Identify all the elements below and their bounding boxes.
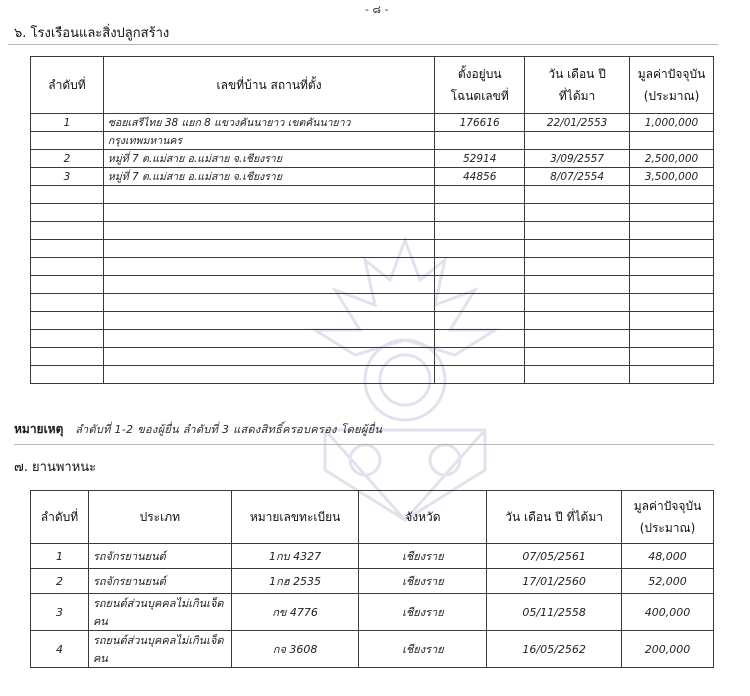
cell-address [103, 294, 434, 312]
cell-date: 22/01/2553 [525, 114, 630, 132]
cell-address [103, 186, 434, 204]
table-row [31, 631, 714, 668]
header-address: เลขที่บ้าน สถานที่ตั้ง [103, 57, 434, 114]
cell-address: หมู่ที่ 7 ต.แม่สาย อ.แม่สาย จ.เชียงราย [103, 150, 434, 168]
cell-date [525, 348, 630, 366]
cell-date [525, 186, 630, 204]
header-value-line1: มูลค่าปัจจุบัน [637, 67, 706, 81]
cell-order [31, 348, 104, 366]
cell-deed [435, 186, 525, 204]
cell-province: เชียงราย [359, 594, 487, 631]
cell-address [103, 276, 434, 294]
cell-order: 1 [31, 544, 89, 569]
cell-order [31, 186, 104, 204]
cell-order [31, 294, 104, 312]
cell-date: 3/09/2557 [525, 150, 630, 168]
cell-order [31, 132, 104, 150]
cell-date [525, 366, 630, 384]
cell-address [103, 258, 434, 276]
cell-address [103, 348, 434, 366]
vehicles-header-row [31, 491, 714, 544]
header-type: ประเภท [88, 491, 231, 544]
cell-reg: 1กฮ 2535 [231, 569, 359, 594]
table-row [31, 204, 714, 222]
table-row [31, 544, 714, 569]
header-date-line1: วัน เดือน ปี [548, 67, 606, 81]
cell-address [103, 366, 434, 384]
cell-order: 1 [31, 114, 104, 132]
cell-deed [435, 348, 525, 366]
header-order: ลำดับที่ [31, 491, 89, 544]
table-row [31, 168, 714, 186]
cell-order [31, 222, 104, 240]
cell-order: 3 [31, 594, 89, 631]
table-row [31, 150, 714, 168]
table-row [31, 366, 714, 384]
cell-value: 2,500,000 [630, 150, 714, 168]
cell-value [630, 330, 714, 348]
cell-address [103, 240, 434, 258]
cell-deed: 44856 [435, 168, 525, 186]
cell-province: เชียงราย [359, 631, 487, 668]
header-value-line2: (ประมาณ) [639, 521, 696, 535]
cell-date [525, 276, 630, 294]
cell-order [31, 366, 104, 384]
cell-value [630, 294, 714, 312]
cell-value [630, 240, 714, 258]
cell-value [630, 132, 714, 150]
cell-value: 200,000 [622, 631, 714, 668]
header-deed-line1: ตั้งอยู่บน [457, 67, 502, 81]
cell-deed [435, 222, 525, 240]
cell-reg: กข 4776 [231, 594, 359, 631]
page-number: - ๘ - [365, 3, 389, 16]
table-row [31, 258, 714, 276]
remark-text: ลำดับที่ 1-2 ของผู้ยื่น ลำดับที่ 3 แสดงสิทธิ์ครอบครอง โดยผู้ยื่น [75, 423, 383, 436]
cell-deed: 52914 [435, 150, 525, 168]
cell-deed: 176616 [435, 114, 525, 132]
cell-date [525, 312, 630, 330]
cell-deed [435, 330, 525, 348]
header-date [525, 57, 630, 114]
cell-value [630, 312, 714, 330]
section-7-title: ๗. ยานพาหนะ [14, 460, 97, 475]
cell-order [31, 312, 104, 330]
table-row [31, 240, 714, 258]
remark-label: หมายเหตุ [14, 422, 64, 436]
table-row [31, 114, 714, 132]
header-order: ลำดับที่ [31, 57, 104, 114]
cell-value [630, 348, 714, 366]
cell-value: 52,000 [622, 569, 714, 594]
cell-order: 2 [31, 150, 104, 168]
section-6-title: ๖. โรงเรือนและสิ่งปลูกสร้าง [14, 26, 170, 41]
cell-type: รถยนต์ส่วนบุคคลไม่เกินเจ็ดคน [88, 594, 231, 631]
table-row [31, 186, 714, 204]
cell-date [525, 240, 630, 258]
cell-value [630, 186, 714, 204]
table-row [31, 276, 714, 294]
header-date-line2: ที่ได้มา [558, 89, 596, 103]
cell-address [103, 312, 434, 330]
cell-date [525, 132, 630, 150]
table-row [31, 594, 714, 631]
header-province: จังหวัด [359, 491, 487, 544]
cell-date [525, 204, 630, 222]
buildings-table [30, 56, 714, 384]
cell-deed [435, 366, 525, 384]
cell-date [525, 330, 630, 348]
cell-value [630, 222, 714, 240]
cell-order: 3 [31, 168, 104, 186]
cell-province: เชียงราย [359, 544, 487, 569]
cell-value [630, 258, 714, 276]
cell-date: 17/01/2560 [487, 569, 622, 594]
cell-value: 3,500,000 [630, 168, 714, 186]
table-row [31, 348, 714, 366]
cell-order [31, 204, 104, 222]
cell-value [630, 204, 714, 222]
cell-date [525, 258, 630, 276]
table-row [31, 222, 714, 240]
cell-address [103, 222, 434, 240]
cell-order [31, 240, 104, 258]
cell-date [525, 222, 630, 240]
table-row [31, 312, 714, 330]
cell-address: ซอยเสรีไทย 38 แยก 8 แขวงคันนายาว เขตคันนายาว [103, 114, 434, 132]
cell-order: 4 [31, 631, 89, 668]
cell-value: 400,000 [622, 594, 714, 631]
table-row [31, 132, 714, 150]
header-deed [435, 57, 525, 114]
remark [14, 420, 714, 445]
ruled-line [8, 44, 718, 45]
cell-date: 8/07/2554 [525, 168, 630, 186]
cell-address [103, 330, 434, 348]
cell-deed [435, 240, 525, 258]
table-row [31, 569, 714, 594]
cell-address [103, 204, 434, 222]
cell-address: กรุงเทพมหานคร [103, 132, 434, 150]
cell-order: 2 [31, 569, 89, 594]
cell-reg: กจ 3608 [231, 631, 359, 668]
cell-deed [435, 276, 525, 294]
header-value [630, 57, 714, 114]
cell-type: รถจักรยานยนต์ [88, 544, 231, 569]
cell-order [31, 276, 104, 294]
cell-deed [435, 132, 525, 150]
vehicles-table [30, 490, 714, 668]
header-value-line2: (ประมาณ) [643, 89, 700, 103]
cell-deed [435, 312, 525, 330]
header-registration: หมายเลขทะเบียน [231, 491, 359, 544]
header-deed-line2: โฉนดเลขที่ [450, 89, 509, 103]
cell-value: 48,000 [622, 544, 714, 569]
cell-province: เชียงราย [359, 569, 487, 594]
cell-date: 16/05/2562 [487, 631, 622, 668]
cell-reg: 1กบ 4327 [231, 544, 359, 569]
cell-date: 07/05/2561 [487, 544, 622, 569]
cell-order [31, 330, 104, 348]
buildings-header-row [31, 57, 714, 114]
cell-value [630, 276, 714, 294]
cell-type: รถจักรยานยนต์ [88, 569, 231, 594]
cell-value [630, 366, 714, 384]
cell-deed [435, 294, 525, 312]
cell-address: หมู่ที่ 7 ต.แม่สาย อ.แม่สาย จ.เชียงราย [103, 168, 434, 186]
cell-deed [435, 258, 525, 276]
cell-type: รถยนต์ส่วนบุคคลไม่เกินเจ็ดคน [88, 631, 231, 668]
cell-value: 1,000,000 [630, 114, 714, 132]
cell-order [31, 258, 104, 276]
table-row [31, 294, 714, 312]
cell-date: 05/11/2558 [487, 594, 622, 631]
cell-deed [435, 204, 525, 222]
header-date: วัน เดือน ปี ที่ได้มา [487, 491, 622, 544]
header-value-line1: มูลค่าปัจจุบัน [633, 499, 702, 513]
header-value [622, 491, 714, 544]
cell-date [525, 294, 630, 312]
table-row [31, 330, 714, 348]
